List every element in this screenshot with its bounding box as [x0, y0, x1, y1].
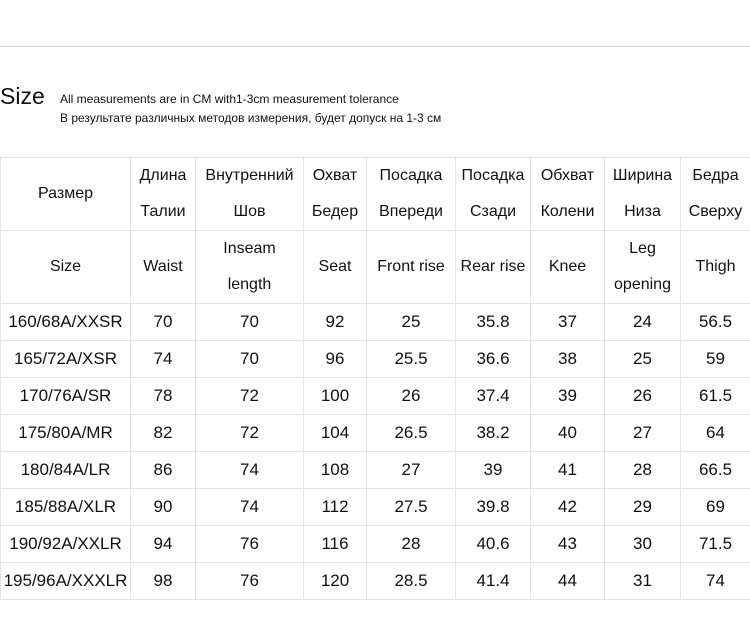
measurement-cell: 24 [605, 304, 681, 341]
measurement-cell: 44 [531, 563, 605, 600]
measurement-cell: 25.5 [367, 341, 456, 378]
header-cell-text: Впереди [379, 203, 443, 220]
header-cell-text: Обхват [540, 167, 595, 184]
measurement-cell: 92 [304, 304, 367, 341]
header-cell-text: Knee [548, 258, 587, 275]
header-cell-text: length [227, 276, 272, 293]
measurement-cell: 35.8 [456, 304, 531, 341]
header-cell-text: Шов [233, 203, 266, 220]
measurement-cell: 70 [196, 304, 304, 341]
table-row [1, 489, 750, 526]
measurement-cell: 39.8 [456, 489, 531, 526]
table-row [1, 452, 750, 489]
header-cell-text: Waist [143, 258, 183, 275]
measurement-cell: 28.5 [367, 563, 456, 600]
measurement-cell: 64 [681, 415, 750, 452]
header-cell-text: Ширина [612, 167, 673, 184]
size-code-cell: 175/80A/MR [1, 415, 131, 452]
measurement-cell: 74 [681, 563, 750, 600]
header-cell-text: Бедра [692, 167, 739, 184]
header-cell-text: Inseam [223, 240, 276, 257]
header-cell [1, 158, 131, 231]
measurement-note-en: All measurements are in CM with1-3cm measurement tolerance [60, 92, 399, 106]
measurement-cell: 100 [304, 378, 367, 415]
header-cell [196, 158, 304, 231]
table-row [1, 341, 750, 378]
size-code-cell: 170/76A/SR [1, 378, 131, 415]
measurement-cell: 116 [304, 526, 367, 563]
measurement-cell: 38.2 [456, 415, 531, 452]
header-cell [131, 158, 196, 231]
measurement-cell: 108 [304, 452, 367, 489]
header-cell-text: Front rise [377, 258, 445, 275]
measurement-cell: 37 [531, 304, 605, 341]
header-cell-text: Leg [629, 240, 656, 257]
measurement-cell: 70 [196, 341, 304, 378]
header-cell [1, 231, 131, 304]
measurement-cell: 25 [605, 341, 681, 378]
header-cell [605, 158, 681, 231]
measurement-cell: 26.5 [367, 415, 456, 452]
size-header [0, 82, 750, 130]
measurement-cell: 28 [605, 452, 681, 489]
measurement-cell: 86 [131, 452, 196, 489]
measurement-cell: 74 [196, 489, 304, 526]
header-cell-text: Rear rise [460, 258, 526, 275]
size-code-cell: 195/96A/XXXLR [1, 563, 131, 600]
header-cell [196, 231, 304, 304]
measurement-cell: 42 [531, 489, 605, 526]
header-cell-text: Талии [140, 203, 186, 220]
measurement-cell: 39 [531, 378, 605, 415]
header-cell [681, 158, 750, 231]
measurement-cell: 72 [196, 415, 304, 452]
measurement-cell: 98 [131, 563, 196, 600]
measurement-cell: 29 [605, 489, 681, 526]
measurement-note-ru: В результате различных методов измерения, будет допуск на 1-3 см [60, 111, 442, 125]
measurement-cell: 78 [131, 378, 196, 415]
measurement-cell: 30 [605, 526, 681, 563]
measurement-cell: 26 [605, 378, 681, 415]
measurement-cell: 76 [196, 526, 304, 563]
size-code-cell: 190/92A/XXLR [1, 526, 131, 563]
measurement-cell: 56.5 [681, 304, 750, 341]
measurement-cell: 39 [456, 452, 531, 489]
header-cell [456, 158, 531, 231]
measurement-cell: 41 [531, 452, 605, 489]
measurement-cell: 43 [531, 526, 605, 563]
measurement-cell: 27.5 [367, 489, 456, 526]
measurement-cell: 120 [304, 563, 367, 600]
measurement-cell: 74 [196, 452, 304, 489]
header-cell-text: Seat [318, 258, 352, 275]
measurement-cell: 61.5 [681, 378, 750, 415]
measurement-cell: 37.4 [456, 378, 531, 415]
header-cell-text: Посадка [379, 167, 443, 184]
header-cell-text: Size [49, 258, 82, 275]
measurement-cell: 76 [196, 563, 304, 600]
measurement-cell: 72 [196, 378, 304, 415]
measurement-cell: 27 [367, 452, 456, 489]
header-cell [367, 231, 456, 304]
measurement-cell: 31 [605, 563, 681, 600]
header-cell-text: Thigh [695, 258, 736, 275]
measurement-cell: 96 [304, 341, 367, 378]
measurement-cell: 36.6 [456, 341, 531, 378]
header-cell [131, 231, 196, 304]
measurement-cell: 40 [531, 415, 605, 452]
header-cell-text: Низа [624, 203, 661, 220]
header-cell-text: Бедер [311, 203, 359, 220]
header-cell-text: Длина [139, 167, 187, 184]
measurement-cell: 59 [681, 341, 750, 378]
table-row [1, 378, 750, 415]
measurement-cell: 41.4 [456, 563, 531, 600]
table-row [1, 304, 750, 341]
header-cell-text: Размер [38, 185, 93, 202]
header-row-en [1, 231, 750, 304]
header-cell [681, 231, 750, 304]
header-cell-text: Сверху [688, 203, 743, 220]
header-cell-text: Колени [540, 203, 595, 220]
header-cell [456, 231, 531, 304]
size-code-cell: 185/88A/XLR [1, 489, 131, 526]
header-cell [605, 231, 681, 304]
measurement-cell: 74 [131, 341, 196, 378]
measurement-cell: 94 [131, 526, 196, 563]
measurement-cell: 28 [367, 526, 456, 563]
size-title: Size [0, 83, 45, 109]
header-cell [531, 231, 605, 304]
header-cell-text: opening [614, 276, 671, 293]
header-cell [531, 158, 605, 231]
measurement-cell: 69 [681, 489, 750, 526]
measurement-cell: 112 [304, 489, 367, 526]
table-row [1, 526, 750, 563]
measurement-cell: 26 [367, 378, 456, 415]
size-chart-table [0, 157, 750, 600]
header-cell-text: Сзади [469, 203, 517, 220]
measurement-cell: 90 [131, 489, 196, 526]
header-cell [304, 231, 367, 304]
measurement-cell: 71.5 [681, 526, 750, 563]
header-cell-text: Внутренний [205, 167, 294, 184]
header-cell-text: Посадка [461, 167, 525, 184]
measurement-cell: 38 [531, 341, 605, 378]
size-code-cell: 180/84A/LR [1, 452, 131, 489]
measurement-cell: 27 [605, 415, 681, 452]
header-cell-text: Охват [312, 167, 358, 184]
measurement-cell: 104 [304, 415, 367, 452]
measurement-cell: 66.5 [681, 452, 750, 489]
table-row [1, 563, 750, 600]
measurement-cell: 25 [367, 304, 456, 341]
measurement-cell: 70 [131, 304, 196, 341]
table-row [1, 415, 750, 452]
measurement-cell: 40.6 [456, 526, 531, 563]
header-row-ru [1, 158, 750, 231]
header-cell [304, 158, 367, 231]
top-divider [0, 46, 750, 47]
measurement-cell: 82 [131, 415, 196, 452]
size-code-cell: 165/72A/XSR [1, 341, 131, 378]
header-cell [367, 158, 456, 231]
size-code-cell: 160/68A/XXSR [1, 304, 131, 341]
